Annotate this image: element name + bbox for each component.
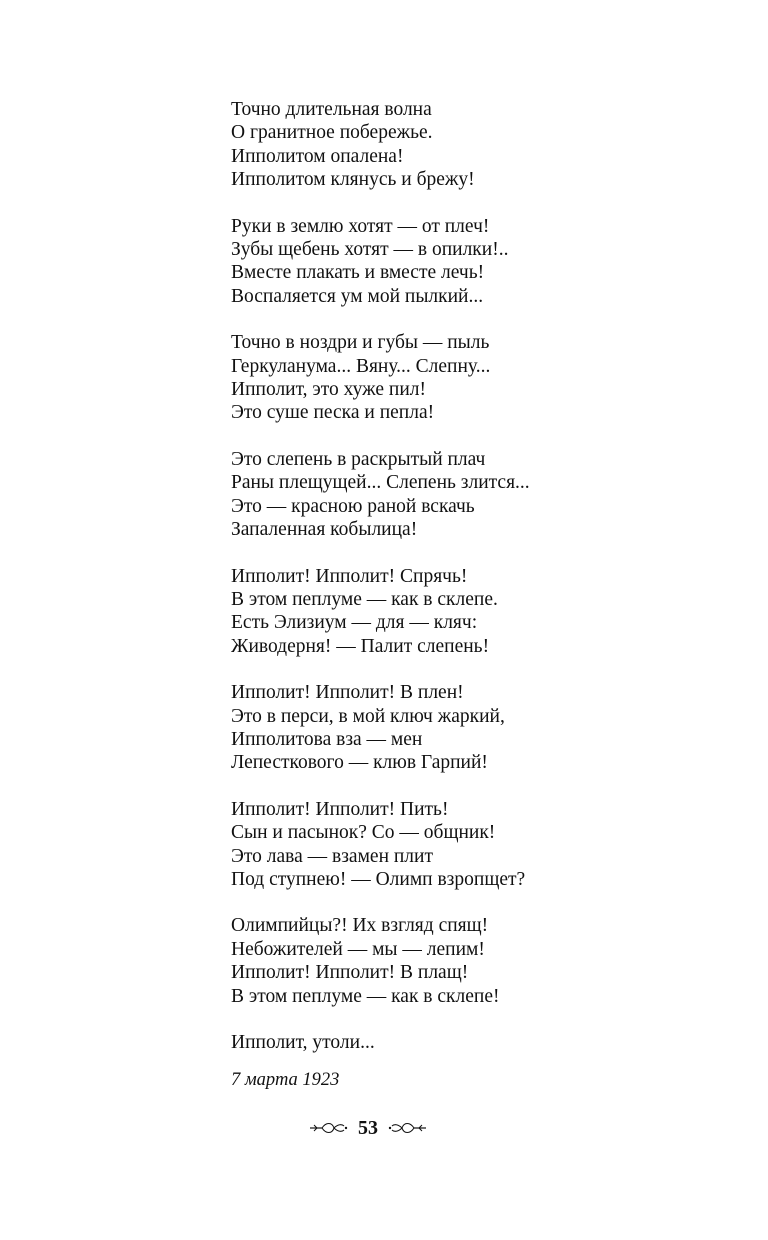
poem-line: Сын и пасынок? Со — общник! xyxy=(231,822,496,844)
poem-line: Раны плещущей... Слепень злится... xyxy=(231,472,530,494)
poem-line: Олимпийцы?! Их взгляд спящ! xyxy=(231,915,489,937)
poem-line: Живодерня! — Палит слепень! xyxy=(231,635,490,657)
poem-line: Ипполитова вза — мен xyxy=(231,728,423,750)
floral-flourish-icon xyxy=(388,1121,428,1135)
poem-date: 7 марта 1923 xyxy=(231,1070,340,1090)
poem-line: Геркуланума... Вяну... Слепну... xyxy=(231,355,491,377)
stanza xyxy=(231,1031,711,1054)
poem-line: Это — красною раной вскачь xyxy=(231,495,475,517)
stanza xyxy=(231,98,711,192)
floral-flourish-icon xyxy=(308,1121,348,1135)
poem-line: Точно длительная волна xyxy=(231,99,432,120)
poem-line: Небожителей — мы — лепим! xyxy=(231,938,485,960)
page-folio xyxy=(303,1113,433,1143)
poem-line: Ипполитом клянусь и брежу! xyxy=(231,169,475,191)
stanza xyxy=(231,565,711,659)
poem-line: Ипполит! Ипполит! Пить! xyxy=(231,798,449,820)
poem-line: Под ступнею! — Олимп взропщет? xyxy=(231,868,526,890)
poem-line: Ипполит, утоли... xyxy=(231,1032,375,1053)
poem-line: Вместе плакать и вместе лечь! xyxy=(231,262,485,284)
poem-line: Это слепень в раскрытый плач xyxy=(231,448,486,470)
poem-line: В этом пеплуме — как в склепе! xyxy=(231,985,500,1007)
poem-line: Ипполит! Ипполит! В плащ! xyxy=(231,962,469,984)
poem-line: Ипполит! Ипполит! В плен! xyxy=(231,682,464,704)
poem-line: Это суше песка и пепла! xyxy=(231,402,435,424)
poem-line: Ипполит, это хуже пил! xyxy=(231,379,427,401)
stanza xyxy=(231,215,711,309)
poem-body xyxy=(231,98,711,1077)
poem-line: В этом пеплуме — как в склепе. xyxy=(231,588,498,610)
poem-line: Ипполит! Ипполит! Спрячь! xyxy=(231,565,468,587)
stanza xyxy=(231,798,711,892)
poem-line: Лепесткового — клюв Гарпий! xyxy=(231,752,488,774)
stanza xyxy=(231,331,711,425)
poem-line: Зубы щебень хотят — в опилки!.. xyxy=(231,239,509,261)
poem-line: Ипполитом опалена! xyxy=(231,145,404,167)
poem-line: Запаленная кобылица! xyxy=(231,519,418,541)
stanza xyxy=(231,448,711,542)
stanza xyxy=(231,681,711,775)
poem-line: Воспаляется ум мой пылкий... xyxy=(231,285,484,307)
poem-line: Это в перси, в мой ключ жаркий, xyxy=(231,705,505,727)
poem-line: Точно в ноздри и губы — пыль xyxy=(231,332,490,354)
poem-line: Руки в землю хотят — от плеч! xyxy=(231,215,490,237)
poem-line: Это лава — взамен плит xyxy=(231,845,433,867)
poem-line: О гранитное побережье. xyxy=(231,122,433,144)
poem-line: Есть Элизиум — для — кляч: xyxy=(231,612,478,634)
stanza xyxy=(231,914,711,1008)
page-number: 53 xyxy=(358,1116,378,1139)
